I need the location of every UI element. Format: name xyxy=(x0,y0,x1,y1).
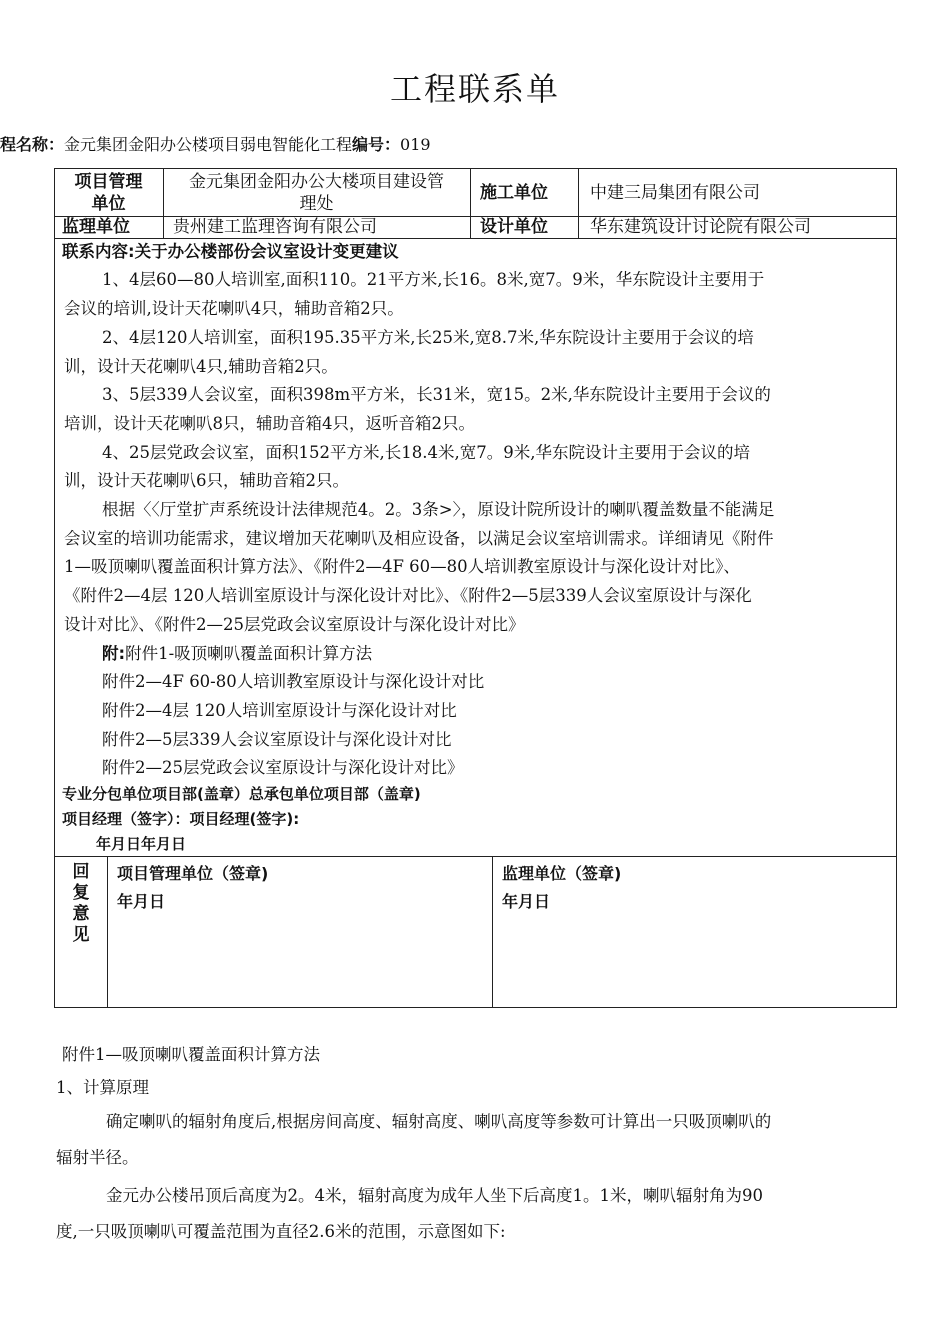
reply-label-char: 见 xyxy=(72,925,90,945)
row-divider xyxy=(54,856,897,857)
reply-supervise-sign: 监理单位（签章) xyxy=(502,864,622,883)
attachment-item xyxy=(102,640,372,664)
col-divider xyxy=(470,168,471,238)
contact-line: 根据〈〈厅堂扩声系统设计法律规范4。2。3条>〉，原设计院所设计的喇叭覆盖数量不能满足 xyxy=(102,500,775,519)
reply-label-char: 回 xyxy=(72,862,90,882)
col-divider xyxy=(492,856,493,1008)
appendix-paragraph: 确定喇叭的辐射角度后,根据房间高度、辐射高度、喇叭高度等参数可计算出一只吸顶喇叭的 xyxy=(106,1112,772,1131)
design-unit-label: 设计单位 xyxy=(480,217,548,237)
project-line xyxy=(0,132,431,155)
appendix-paragraph: 金元办公楼吊顶后高度为2。4米，辐射高度为成年人坐下后高度1。1米，喇叭辐射角为90 xyxy=(106,1186,763,1205)
supervise-unit-value: 贵州建工监理咨询有限公司 xyxy=(173,217,377,237)
contact-line: 训，设计天花喇叭6只，辅助音箱2只。 xyxy=(64,471,349,490)
project-code-value: 019 xyxy=(400,135,431,154)
contact-line: 训，设计天花喇叭4只,辅助音箱2只。 xyxy=(64,357,338,376)
contact-line: 3、5层339人会议室，面积398m平方米，长31米，宽15。2米,华东院设计主要用于会议的 xyxy=(102,385,771,404)
construct-unit-value: 中建三局集团有限公司 xyxy=(590,183,760,203)
attachment-text: 附件1-吸顶喇叭覆盖面积计算方法 xyxy=(125,644,373,663)
contact-line: 2、4层120人培训室，面积195.35平方米,长25米,宽8.7米,华东院设计主要用于会议的培 xyxy=(102,328,754,347)
mgmt-unit-label-line2: 单位 xyxy=(91,194,126,214)
sign-line-manager: 项目经理（签字）：项目经理(签字): xyxy=(62,810,300,828)
mgmt-unit-label-line1: 项目管理 xyxy=(74,172,143,192)
sign-line-stamp: 专业分包单位项目部(盖章）总承包单位项目部（盖章) xyxy=(62,785,421,803)
mgmt-unit-value xyxy=(163,171,470,215)
mgmt-unit-value-line1: 金元集团金阳办公大楼项目建设管 xyxy=(189,172,444,192)
reply-mgmt-date: 年月日 xyxy=(117,892,166,911)
sign-line-date: 年月日年月日 xyxy=(96,835,187,853)
contact-heading: 联系内容:关于办公楼部份会议室设计变更建议 xyxy=(62,242,399,261)
mgmt-unit-label xyxy=(54,171,163,215)
contact-line: 会议的培训,设计天花喇叭4只，辅助音箱2只。 xyxy=(64,299,404,318)
design-unit-value: 华东建筑设计讨论院有限公司 xyxy=(590,217,811,237)
attachment-item: 附件2—25层党政会议室原设计与深化设计对比》 xyxy=(102,758,464,777)
contact-line: 1、4层60—80人培训室,面积110。21平方米,长16。8米,宽7。9米，华东院设计主要用于 xyxy=(102,270,765,289)
reply-mgmt-sign: 项目管理单位（签章) xyxy=(117,864,269,883)
contact-line: 4、25层党政会议室，面积152平方米,长18.4米,宽7。9米,华东院设计主要用于会议的培 xyxy=(102,443,750,462)
col-divider xyxy=(578,168,579,238)
reply-supervise-date: 年月日 xyxy=(502,892,551,911)
page-title: 工程联系单 xyxy=(389,70,560,108)
contact-line: 培训，设计天花喇叭8只，辅助音箱4只，返听音箱2只。 xyxy=(64,414,475,433)
appendix-title: 附件1—吸顶喇叭覆盖面积计算方法 xyxy=(62,1045,320,1064)
mgmt-unit-value-line2: 理处 xyxy=(299,194,334,214)
col-divider xyxy=(107,856,108,1008)
appendix-paragraph: 度,一只吸顶喇叭可覆盖范围为直径2.6米的范围，示意图如下: xyxy=(56,1222,506,1241)
reply-label-char: 意 xyxy=(72,904,90,924)
appendix-section: 1、计算原理 xyxy=(56,1078,149,1097)
attachment-item: 附件2—4层 120人培训室原设计与深化设计对比 xyxy=(102,701,457,720)
attachment-item: 附件2—4F 60-80人培训教室原设计与深化设计对比 xyxy=(102,672,485,691)
reply-label xyxy=(62,862,100,946)
contact-line: 设计对比》、《附件2—25层党政会议室原设计与深化设计对比》 xyxy=(64,615,525,634)
contact-line: 1—吸顶喇叭覆盖面积计算方法》、《附件2—4F 60—80人培训教室原设计与深化设计对比》、 xyxy=(64,557,740,576)
supervise-unit-label: 监理单位 xyxy=(62,217,130,237)
attach-prefix: 附: xyxy=(102,644,126,663)
reply-label-char: 复 xyxy=(72,883,90,903)
project-name-value: 金元集团金阳办公楼项目弱电智能化工程 xyxy=(64,135,353,154)
project-name-label: 程名称： xyxy=(0,135,65,154)
construct-unit-label: 施工单位 xyxy=(480,183,548,203)
project-code-label: 编号： xyxy=(352,135,401,154)
appendix-paragraph: 辐射半径。 xyxy=(56,1148,139,1167)
attachment-item: 附件2—5层339人会议室原设计与深化设计对比 xyxy=(102,730,452,749)
contact-line: 《附件2—4层 120人培训室原设计与深化设计对比》、《附件2—5层339人会议室原设计与深化 xyxy=(64,586,752,605)
contact-line: 会议室的培训功能需求，建议增加天花喇叭及相应设备，以满足会议室培训需求。详细请见《附件 xyxy=(64,529,774,548)
